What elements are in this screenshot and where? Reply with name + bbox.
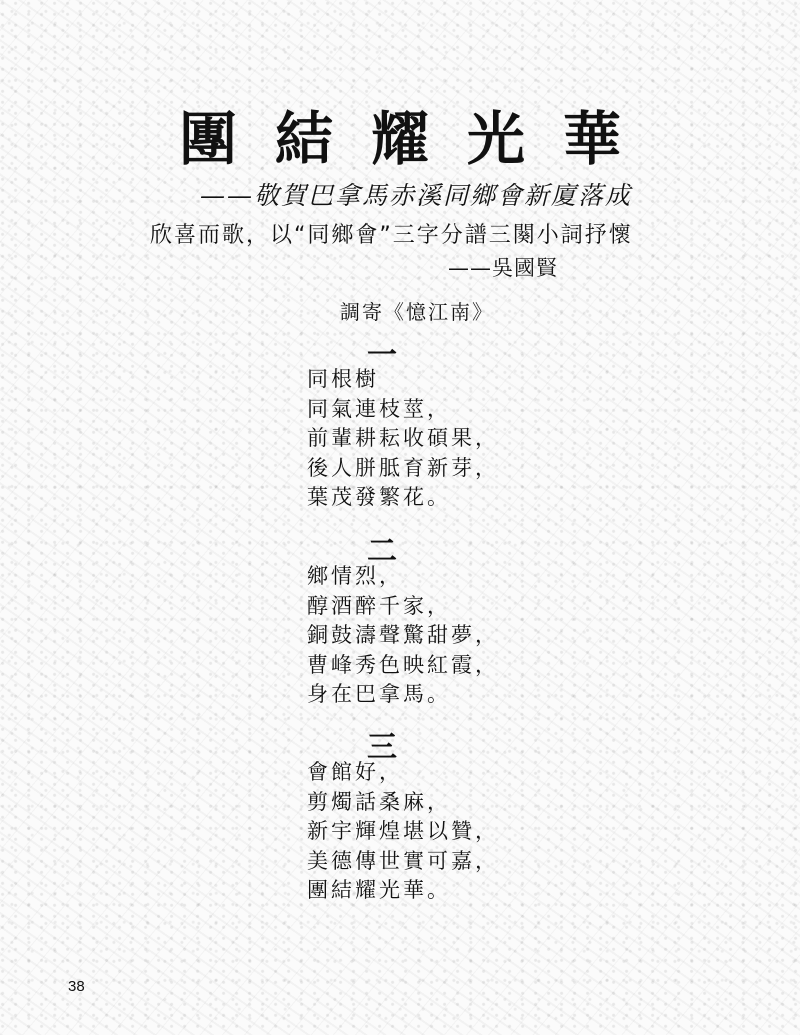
- stanza-line: 醇酒醉千家，: [307, 593, 451, 618]
- stanza-line: 葉茂發繁花。: [307, 485, 451, 509]
- stanza-line: 前輩耕耘收碩果，: [307, 426, 499, 450]
- stanza-number-2: 二: [367, 534, 397, 569]
- stanza-number-1: 一: [367, 338, 397, 373]
- stanza-1: [307, 365, 499, 513]
- stanza-line: 曹峰秀色映紅霞，: [307, 652, 499, 677]
- stanza-line: 同氣連枝莖，: [307, 396, 451, 421]
- tune-title: 調寄《憶江南》: [340, 300, 494, 324]
- poem-subtitle: ——敬賀巴拿馬赤溪同鄉會新廈落成: [200, 181, 633, 210]
- intro-line: 欣喜而歌，以“同鄉會”三字分譜三闋小詞抒懷: [150, 223, 633, 248]
- stanza-line: 銅鼓濤聲驚甜夢，: [307, 623, 499, 647]
- stanza-line: 同根樹: [307, 367, 379, 391]
- stanza-line: 剪燭話桑麻，: [307, 789, 451, 814]
- stanza-line: 鄉情烈，: [307, 564, 403, 588]
- stanza-line: 身在巴拿馬。: [307, 682, 451, 706]
- stanza-2: [307, 562, 499, 710]
- stanza-line: 團結耀光華。: [307, 878, 451, 902]
- poem-title: 團結耀光華: [178, 105, 659, 173]
- stanza-line: 新宇輝煌堪以贊，: [307, 819, 499, 843]
- stanza-number-3: 三: [367, 730, 397, 765]
- page-number: 38: [68, 978, 85, 995]
- stanza-line: 美德傳世實可嘉，: [307, 848, 499, 873]
- stanza-3: [307, 758, 499, 906]
- author-line: ——吳國賢: [448, 256, 558, 280]
- stanza-line: 後人胼胝育新芽，: [307, 455, 499, 480]
- stanza-line: 會館好，: [307, 760, 403, 784]
